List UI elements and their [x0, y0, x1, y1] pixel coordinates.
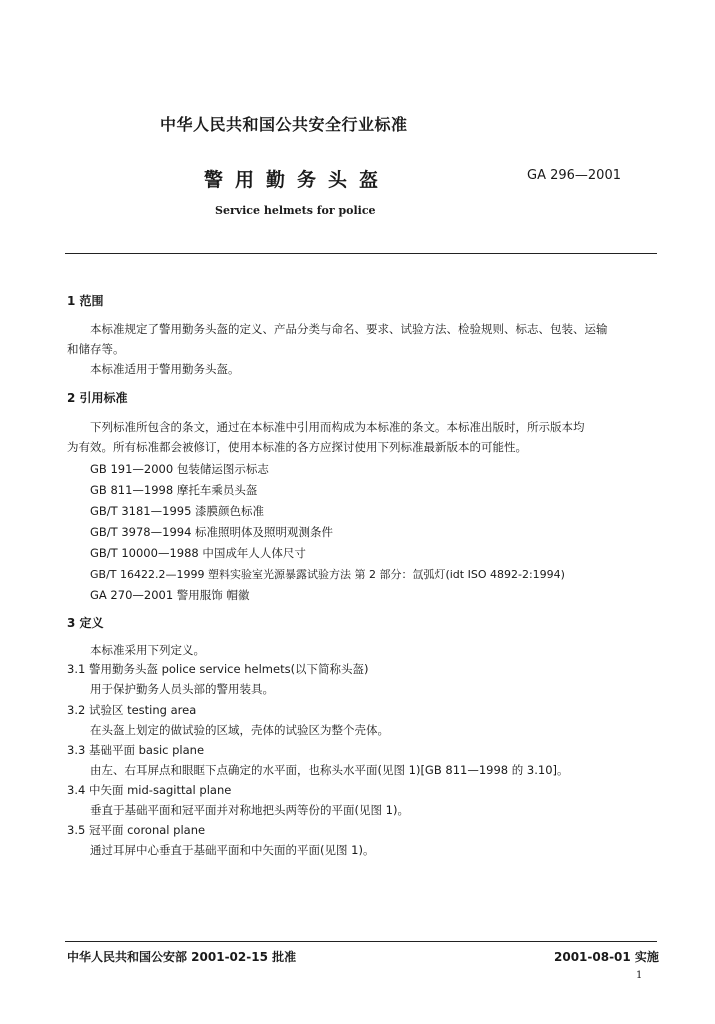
section-1-paragraph-line2: 和储存等。 [67, 342, 125, 356]
footer-divider [65, 941, 657, 942]
section-1-scope-line: 本标准适用于警用勤务头盔。 [90, 362, 240, 376]
implementation-date: 2001-08-01 实施 [554, 950, 659, 964]
reference-standard: GB 191—2000 包装储运图示标志 [90, 462, 269, 476]
section-2-paragraph-line1: 下列标准所包含的条文，通过在本标准中引用而构成为本标准的条文。本标准出版时，所示版本均 [90, 420, 585, 434]
definition-text: 用于保护勤务人员头部的警用装具。 [90, 682, 274, 696]
definition-term: 3.4 中矢面 mid-sagittal plane [67, 783, 232, 797]
section-2-paragraph-line2: 为有效。所有标准都会被修订，使用本标准的各方应探讨使用下列标准最新版本的可能性。 [67, 440, 527, 454]
section-1-paragraph-line1: 本标准规定了警用勤务头盔的定义、产品分类与命名、要求、试验方法、检验规则、标志、包装、运输 [90, 322, 608, 336]
definition-text: 在头盔上划定的做试验的区域，壳体的试验区为整个壳体。 [90, 723, 389, 737]
definition-text: 通过耳屏中心垂直于基础平面和中矢面的平面(见图 1)。 [90, 843, 375, 857]
definition-term: 3.5 冠平面 coronal plane [67, 823, 206, 837]
reference-standard: GA 270—2001 警用服饰 帽徽 [90, 588, 250, 602]
definition-term: 3.3 基础平面 basic plane [67, 743, 205, 757]
definition-term: 3.1 警用勤务头盔 police service helmets(以下简称头盔) [67, 662, 369, 676]
section-1-heading: 1 范围 [67, 294, 104, 308]
reference-standard: GB 811—1998 摩托车乘员头盔 [90, 483, 258, 497]
definition-text: 垂直于基础平面和冠平面并对称地把头两等份的平面(见图 1)。 [90, 803, 409, 817]
header-divider [65, 253, 657, 254]
standard-number: GA 296—2001 [527, 168, 621, 183]
section-3-heading: 3 定义 [67, 616, 104, 630]
definition-text: 由左、右耳屏点和眼眶下点确定的水平面，也称头水平面(见图 1)[GB 811—1998 的 3.10]。 [90, 763, 569, 777]
reference-standard: GB/T 3181—1995 漆膜颜色标准 [90, 504, 265, 518]
document-title-english: Service helmets for police [215, 204, 376, 217]
section-3-intro: 本标准采用下列定义。 [90, 643, 205, 657]
issuing-org-header: 中华人民共和国公共安全行业标准 [160, 115, 408, 134]
approval-date: 中华人民共和国公安部 2001-02-15 批准 [67, 950, 297, 964]
reference-standard: GB/T 10000—1988 中国成年人人体尺寸 [90, 546, 306, 560]
page-number: 1 [636, 970, 643, 981]
definition-term: 3.2 试验区 testing area [67, 703, 197, 717]
document-title: 警用勤务头盔 [204, 169, 391, 191]
reference-standard: GB/T 3978—1994 标准照明体及照明观测条件 [90, 525, 334, 539]
section-2-heading: 2 引用标准 [67, 391, 128, 405]
reference-standard: GB/T 16422.2—1999 塑料实验室光源暴露试验方法 第 2 部分：氙弧灯(idt ISO 4892-2:1994) [90, 568, 565, 581]
